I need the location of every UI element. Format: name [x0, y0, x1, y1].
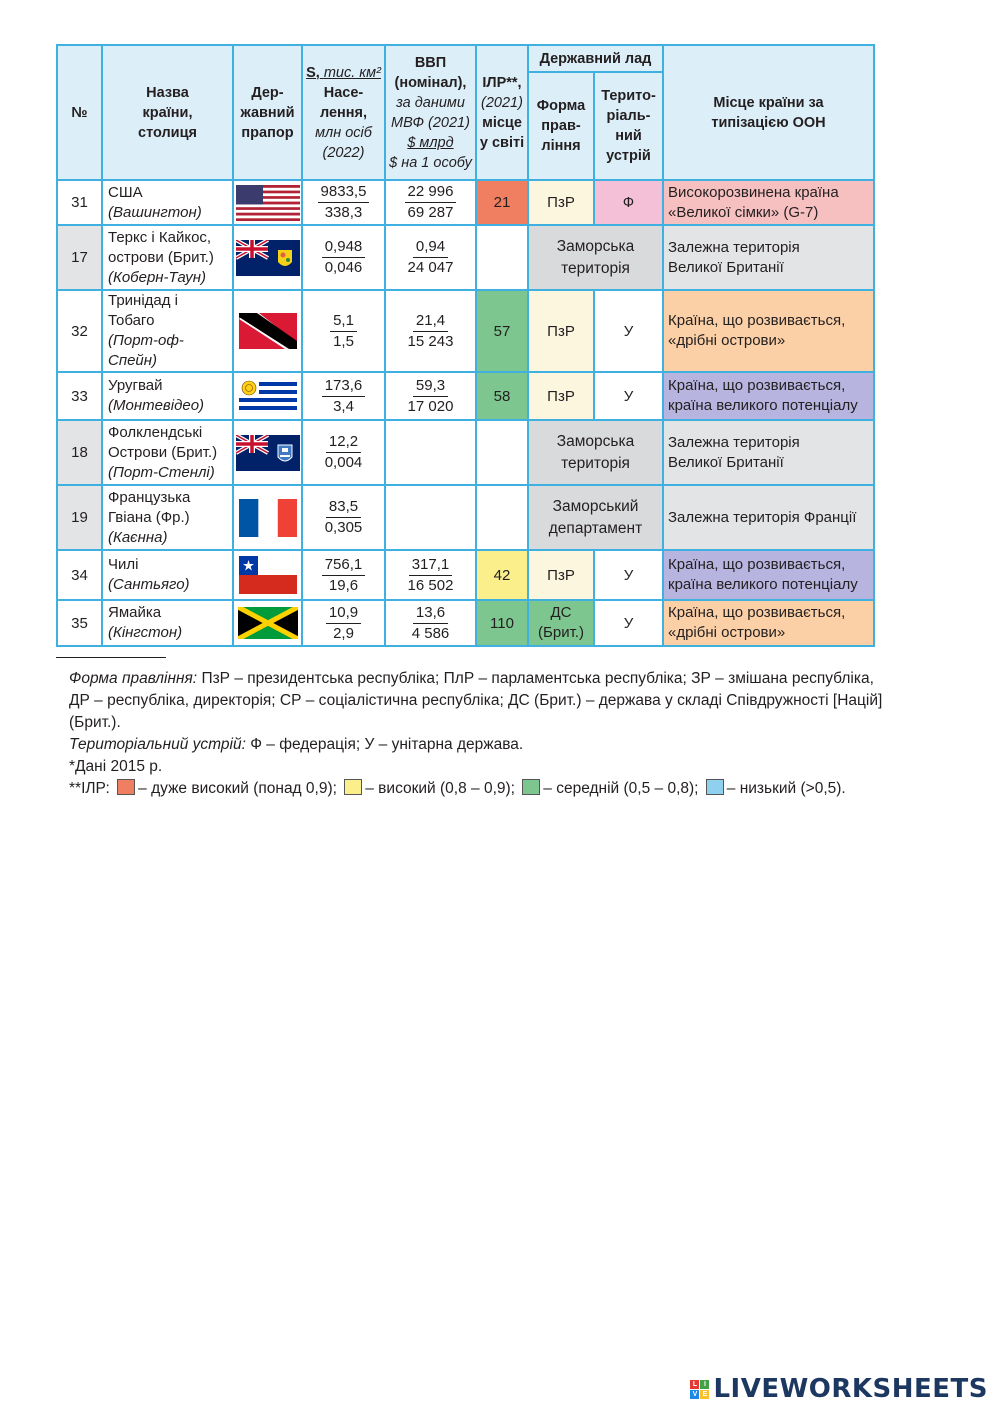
un-type: Країна, що розвивається, країна великого потенціалу — [663, 550, 874, 600]
flag-cell — [233, 372, 302, 420]
hdi-rank — [476, 485, 528, 550]
gov-form: ПзР — [528, 550, 594, 600]
header-hdi: ІЛР**, (2021) місце у світі — [476, 45, 528, 180]
row-num: 18 — [57, 420, 102, 485]
un-type: Країна, що розвивається, «дрібні острови» — [663, 290, 874, 372]
note-territorial: Територіальний устрій: Ф – федерація; У – унітарна держава. — [69, 736, 524, 753]
flag-cell — [233, 420, 302, 485]
usa-flag-icon — [236, 185, 300, 221]
territorial-structure: У — [594, 550, 663, 600]
country-name: Французька Гвіана (Фр.) (Каєнна) — [102, 485, 233, 550]
row-num: 32 — [57, 290, 102, 372]
note-data-year: *Дані 2015 р. — [69, 758, 163, 775]
area-population: 5,1 1,5 — [302, 290, 385, 372]
area-population: 173,6 3,4 — [302, 372, 385, 420]
header-flag: Дер- жавний прапор — [233, 45, 302, 180]
logo-text: LIVEWORKSHEETS — [713, 1374, 988, 1404]
country-name: Уругвай (Монтевідео) — [102, 372, 233, 420]
flag-cell — [233, 290, 302, 372]
falklands-flag-icon — [236, 435, 300, 471]
row-num: 17 — [57, 225, 102, 290]
un-type: Країна, що розвивається, країна великого потенціалу — [663, 372, 874, 420]
header-area-population: S, тис. км² Насе- лення, млн осіб (2022) — [302, 45, 385, 180]
country-name: Чилі (Сантьяго) — [102, 550, 233, 600]
uruguay-flag-icon — [239, 378, 297, 414]
table-row — [57, 372, 874, 420]
gdp-values — [385, 485, 476, 550]
header-state-system: Державний лад — [528, 45, 663, 72]
turks-caicos-flag-icon — [236, 240, 300, 276]
header-gov-form: Форма прав- ління — [528, 72, 594, 180]
header-un-type: Місце країни за типізацією ООН — [663, 45, 874, 180]
note-gov-form: Форма правління: ПзР – президентська республіка; ПлР – парламентська республіка; ЗР – змішана республіка, ДР – республіка, директорія; СР – соціалістична республіка; ДС (Брит.) – держава у складі Співдружності [Націй] (Брит.). — [69, 670, 883, 731]
hdi-rank: 57 — [476, 290, 528, 372]
country-name: Теркс і Кайкос, острови (Брит.) (Коберн-Таун) — [102, 225, 233, 290]
header-num: № — [57, 45, 102, 180]
territorial-structure: У — [594, 600, 663, 646]
header-name: Назва країни, столиця — [102, 45, 233, 180]
footnote-divider — [56, 657, 166, 658]
territory-status: Заморська територія — [528, 225, 663, 290]
row-num: 34 — [57, 550, 102, 600]
row-num: 31 — [57, 180, 102, 225]
gdp-values: 0,94 24 047 — [385, 225, 476, 290]
live-logo-icon: L I V E — [690, 1380, 709, 1399]
un-type: Країна, що розвивається, «дрібні острови» — [663, 600, 874, 646]
territory-status: Заморський департамент — [528, 485, 663, 550]
hdi-rank: 21 — [476, 180, 528, 225]
hdi-rank: 58 — [476, 372, 528, 420]
territorial-structure: У — [594, 372, 663, 420]
hdi-rank — [476, 225, 528, 290]
row-num: 19 — [57, 485, 102, 550]
un-type: Залежна територія Великої Британії — [663, 420, 874, 485]
header-gdp: ВВП (номінал), за даними МВФ (2021) $ млрд $ на 1 особу — [385, 45, 476, 180]
area-population: 10,9 2,9 — [302, 600, 385, 646]
legend-high-swatch — [344, 779, 362, 795]
legend-very-high-swatch — [117, 779, 135, 795]
area-population: 0,948 0,046 — [302, 225, 385, 290]
gdp-values: 317,1 16 502 — [385, 550, 476, 600]
country-name: Тринідад і Тобаго (Порт-оф-Спейн) — [102, 290, 233, 372]
gdp-values: 21,4 15 243 — [385, 290, 476, 372]
table-row — [57, 420, 874, 485]
area-population: 83,5 0,305 — [302, 485, 385, 550]
un-type: Високорозвинена країна «Великої сімки» (G-7) — [663, 180, 874, 225]
flag-cell — [233, 485, 302, 550]
area-population: 756,1 19,6 — [302, 550, 385, 600]
territory-status: Заморська територія — [528, 420, 663, 485]
gdp-values — [385, 420, 476, 485]
un-type: Залежна територія Франції — [663, 485, 874, 550]
gdp-values: 13,6 4 586 — [385, 600, 476, 646]
table-row — [57, 485, 874, 550]
flag-cell — [233, 600, 302, 646]
gdp-values: 22 996 69 287 — [385, 180, 476, 225]
footnotes — [69, 668, 889, 800]
territorial-structure: Ф — [594, 180, 663, 225]
country-name: США (Вашингтон) — [102, 180, 233, 225]
area-population: 9833,5 338,3 — [302, 180, 385, 225]
flag-cell — [233, 225, 302, 290]
area-population: 12,2 0,004 — [302, 420, 385, 485]
hdi-rank: 110 — [476, 600, 528, 646]
table-row — [57, 225, 874, 290]
country-name: Ямайка (Кінгстон) — [102, 600, 233, 646]
gdp-values: 59,3 17 020 — [385, 372, 476, 420]
gov-form: ДС (Брит.) — [528, 600, 594, 646]
liveworksheets-logo[interactable] — [690, 1374, 988, 1404]
hdi-rank: 42 — [476, 550, 528, 600]
gov-form: ПзР — [528, 180, 594, 225]
table-row — [57, 180, 874, 225]
legend-low-swatch — [706, 779, 724, 795]
flag-cell — [233, 550, 302, 600]
legend-medium-swatch — [522, 779, 540, 795]
table-row — [57, 290, 874, 372]
country-name: Фолклендські Острови (Брит.) (Порт-Стенлі) — [102, 420, 233, 485]
gov-form: ПзР — [528, 372, 594, 420]
france-flag-icon — [239, 499, 297, 537]
header-territorial: Терито- ріаль- ний устрій — [594, 72, 663, 180]
gov-form: ПзР — [528, 290, 594, 372]
table-row — [57, 600, 874, 646]
chile-flag-icon — [239, 556, 297, 594]
territorial-structure: У — [594, 290, 663, 372]
row-num: 35 — [57, 600, 102, 646]
flag-cell — [233, 180, 302, 225]
jamaica-flag-icon — [238, 607, 298, 639]
hdi-rank — [476, 420, 528, 485]
trinidad-tobago-flag-icon — [239, 313, 297, 349]
table-row — [57, 550, 874, 600]
countries-table — [56, 44, 875, 647]
note-hdi-legend: **ІЛР: – дуже високий (понад 0,9); – високий (0,8 – 0,9); – середній (0,5 – 0,8); – низький (>0,5). — [69, 780, 846, 797]
row-num: 33 — [57, 372, 102, 420]
un-type: Залежна територія Великої Британії — [663, 225, 874, 290]
